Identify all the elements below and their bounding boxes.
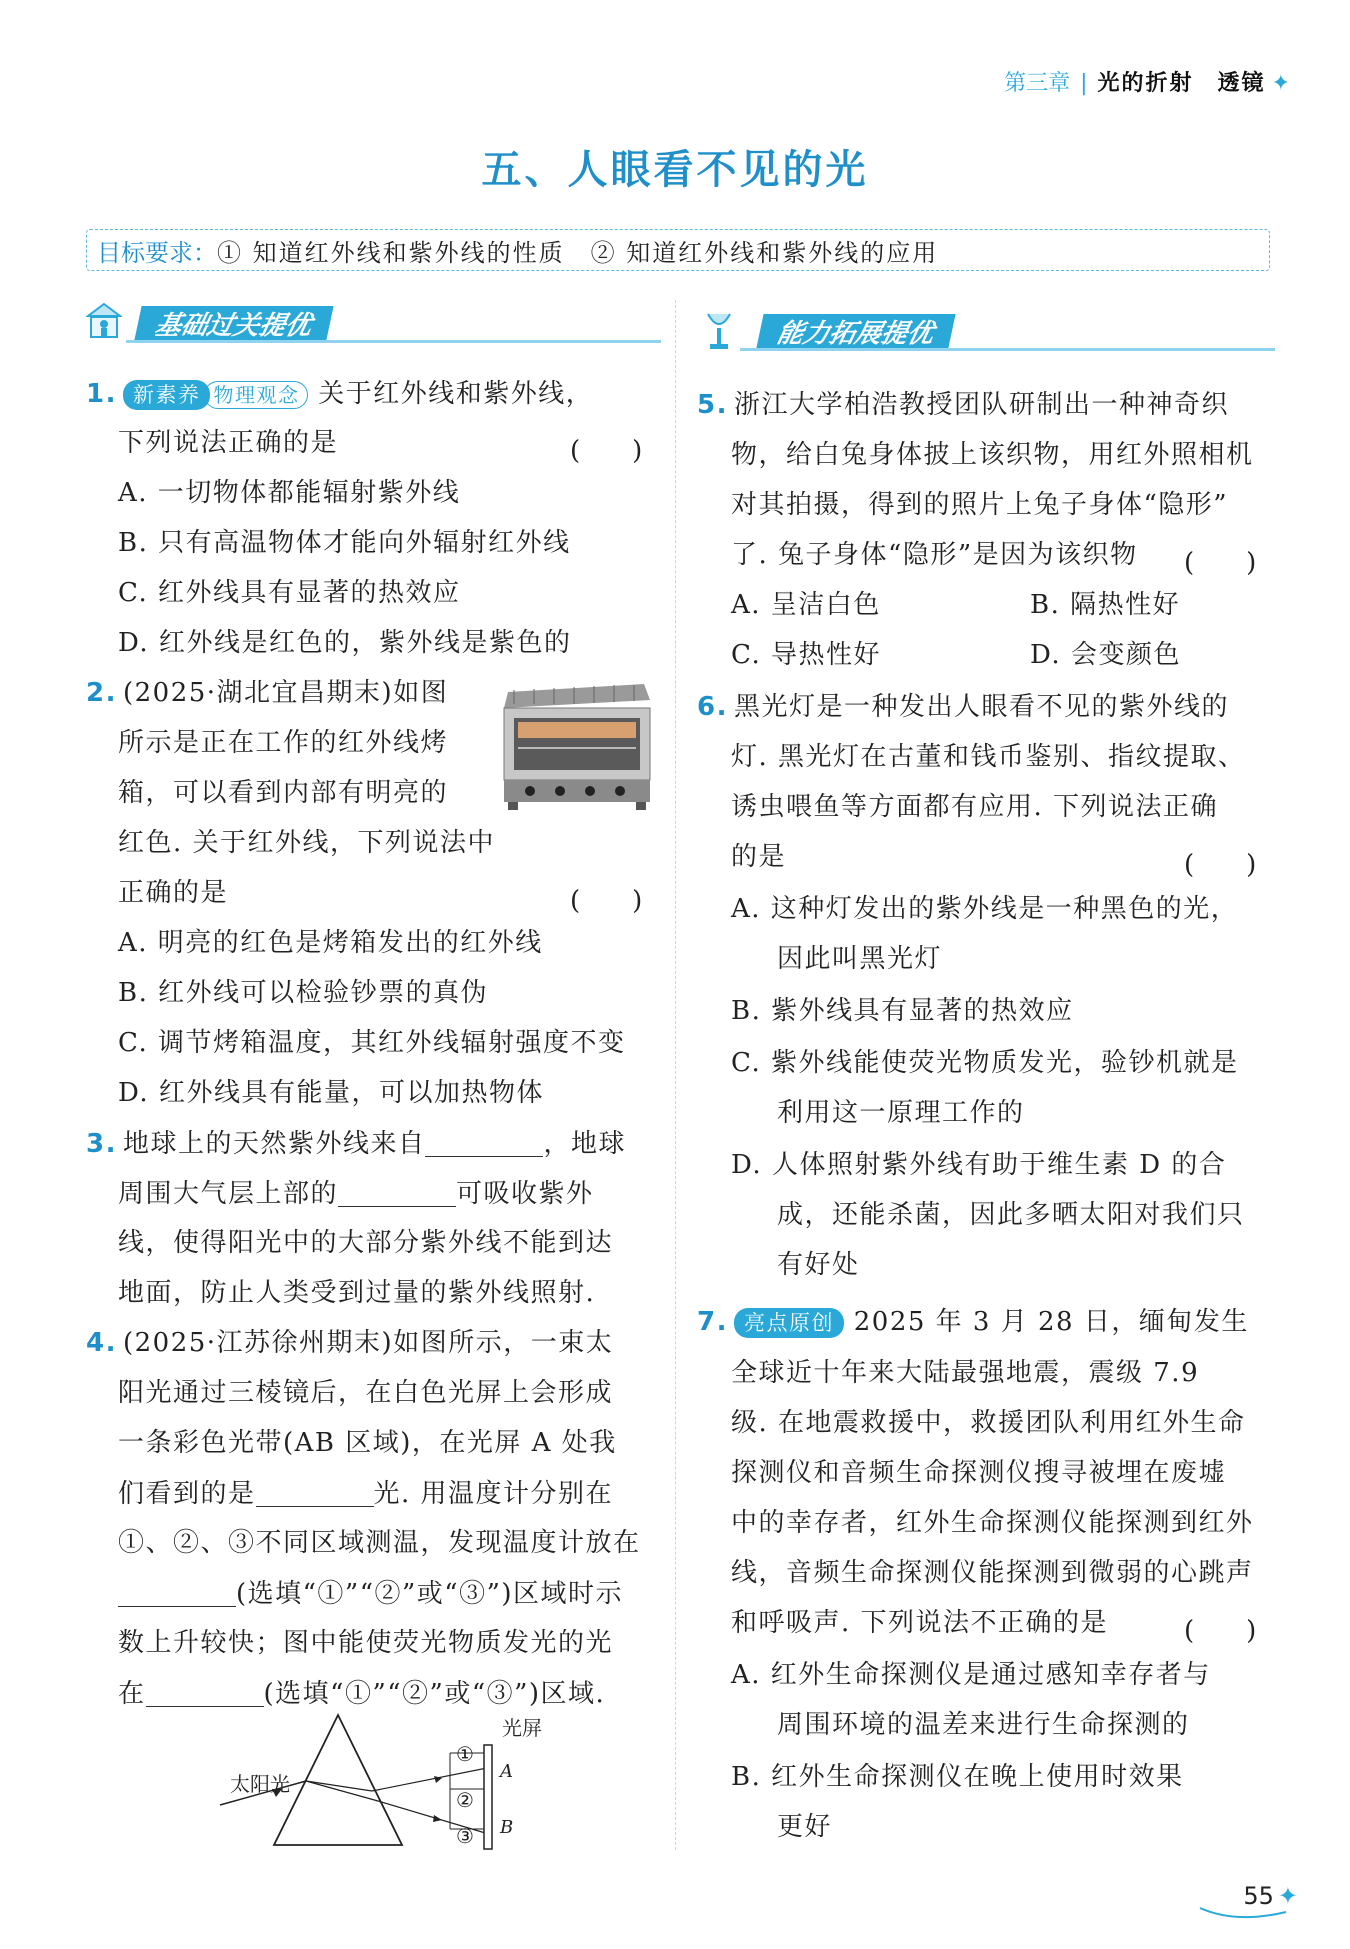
left-section-title: 基础过关提优	[152, 310, 315, 341]
question-text: 正确的是	[118, 878, 229, 908]
question-text: (选填“①”“②”或“③”)区域时示	[236, 1579, 624, 1609]
star-icon: ✦	[1271, 71, 1290, 96]
option-a: A. 一切物体都能辐射紫外线	[118, 478, 461, 508]
chapter-header	[1004, 66, 1290, 97]
question-text: 所示是正在工作的红外线烤	[118, 728, 449, 758]
answer-paren: ( )	[1184, 850, 1257, 880]
option-a-cont: 周围环境的温差来进行生命探测的	[777, 1710, 1190, 1740]
question-text: 2025 年 3 月 28 日，缅甸发生	[853, 1307, 1249, 1337]
original-highlight-tag: 亮点原创	[734, 1308, 844, 1338]
option-b-cont: 更好	[777, 1812, 833, 1842]
goal-label: 目标要求：	[97, 238, 217, 267]
question-number: 6.	[697, 692, 728, 722]
question-number: 7.	[697, 1307, 728, 1337]
question-text: ①、②、③不同区域测温，发现温度计放在	[118, 1528, 641, 1558]
option-a: A. 明亮的红色是烤箱发出的红外线	[118, 928, 543, 958]
answer-blank[interactable]	[425, 1130, 543, 1157]
point-b-label: B	[500, 1817, 514, 1838]
option-a: A. 呈洁白色	[731, 590, 881, 620]
question-text: 级. 在地震救援中，救援团队利用红外生命	[731, 1408, 1246, 1438]
question-text: 的是	[731, 842, 787, 872]
answer-paren: ( )	[570, 886, 643, 916]
new-literacy-tag: 新素养	[123, 380, 211, 410]
question-text: 可吸收紫外	[456, 1179, 594, 1209]
option-d-cont: 成，还能杀菌，因此多晒太阳对我们只	[777, 1200, 1245, 1230]
option-d: D. 红外线具有能量，可以加热物体	[118, 1078, 544, 1108]
option-d: D. 会变颜色	[1030, 640, 1181, 670]
physics-concept-tag: 物理观念	[204, 381, 308, 409]
option-b: B. 紫外线具有显著的热效应	[731, 996, 1074, 1026]
answer-blank[interactable]	[338, 1180, 456, 1207]
goal-box	[86, 229, 1270, 271]
question-text: 光. 用温度计分别在	[373, 1479, 614, 1509]
question-text: ，地球	[543, 1129, 626, 1159]
option-a-cont: 因此叫黑光灯	[777, 944, 943, 974]
question-number: 3.	[86, 1129, 117, 1159]
question-text: 地面，防止人类受到过量的紫外线照射.	[118, 1278, 596, 1308]
question-text: 线，音频生命探测仪能探测到微弱的心跳声	[731, 1558, 1254, 1588]
screen-label: 光屏	[502, 1716, 542, 1740]
goal-text: ① 知道红外线和紫外线的性质 ② 知道红外线和紫外线的应用	[217, 238, 939, 267]
answer-blank[interactable]	[118, 1580, 236, 1607]
question-text: 箱，可以看到内部有明亮的	[118, 778, 449, 808]
question-text: 灯. 黑光灯在古董和钱币鉴别、指纹提取、	[731, 742, 1246, 772]
question-text: 全球近十年来大陆最强地震，震级 7.9	[731, 1358, 1200, 1388]
question-text: (2025·江苏徐州期末)如图所示，一束太	[122, 1328, 614, 1358]
question-number: 4.	[86, 1328, 117, 1358]
question-text: 下列说法正确的是	[118, 428, 339, 458]
option-b: B. 红外线可以检验钞票的真伪	[118, 978, 489, 1008]
question-text: 周围大气层上部的	[118, 1179, 339, 1209]
region-2-label: ②	[456, 1788, 474, 1812]
sunlight-label: 太阳光	[230, 1772, 290, 1796]
star-icon: ✦	[1277, 1882, 1298, 1910]
question-text: 物，给白兔身体披上该织物，用红外照相机	[731, 440, 1254, 470]
question-text: 对其拍摄，得到的照片上兔子身体“隐形”	[731, 490, 1229, 520]
left-section-header	[86, 300, 661, 344]
question-text: 和呼吸声. 下列说法不正确的是	[731, 1608, 1109, 1638]
question-text: 了. 兔子身体“隐形”是因为该织物	[731, 540, 1138, 570]
option-d: D. 红外线是红色的，紫外线是紫色的	[118, 628, 572, 658]
question-number: 2.	[86, 678, 117, 708]
question-text: 阳光通过三棱镜后，在白色光屏上会形成	[118, 1378, 614, 1408]
question-text: (2025·湖北宜昌期末)如图	[122, 678, 449, 708]
question-text: 在	[118, 1679, 146, 1709]
option-c: C. 红外线具有显著的热效应	[118, 578, 461, 608]
question-number: 5.	[697, 390, 728, 420]
building-icon	[86, 302, 122, 342]
column-divider	[675, 300, 676, 1850]
question-text: 黑光灯是一种发出人眼看不见的紫外线的	[733, 692, 1229, 722]
option-d-cont: 有好处	[777, 1250, 860, 1280]
right-section-title: 能力拓展提优	[774, 318, 937, 349]
answer-blank[interactable]	[146, 1680, 264, 1707]
question-text: 关于红外线和紫外线，	[318, 379, 594, 409]
option-a: A. 这种灯发出的紫外线是一种黑色的光，	[731, 894, 1239, 924]
option-b: B. 只有高温物体才能向外辐射红外线	[118, 528, 571, 558]
question-text: 中的幸存者，红外生命探测仪能探测到红外	[731, 1508, 1254, 1538]
answer-paren: ( )	[1184, 1616, 1257, 1646]
option-c-cont: 利用这一原理工作的	[777, 1098, 1025, 1128]
page-number-swoosh	[1196, 1898, 1296, 1922]
trophy-icon	[704, 310, 734, 352]
answer-blank[interactable]	[256, 1480, 374, 1507]
question-text: 一条彩色光带(AB 区域)，在光屏 A 处我	[118, 1428, 617, 1458]
infrared-oven-image	[494, 678, 658, 812]
region-1-label: ①	[456, 1742, 474, 1766]
question-text: 线，使得阳光中的大部分紫外线不能到达	[118, 1228, 614, 1258]
point-a-label: A	[500, 1761, 513, 1782]
page-number: 55	[1243, 1882, 1274, 1910]
question-text: 数上升较快；图中能使荧光物质发光的光	[118, 1628, 614, 1658]
option-b: B. 隔热性好	[1030, 590, 1181, 620]
option-a: A. 红外生命探测仪是通过感知幸存者与	[731, 1660, 1211, 1690]
option-c: C. 紫外线能使荧光物质发光，验钞机就是	[731, 1048, 1239, 1078]
question-text: 诱虫喂鱼等方面都有应用. 下列说法正确	[731, 792, 1219, 822]
question-text: 探测仪和音频生命探测仪搜寻被埋在废墟	[731, 1458, 1227, 1488]
option-c: C. 导热性好	[731, 640, 881, 670]
option-c: C. 调节烤箱温度，其红外线辐射强度不变	[118, 1028, 626, 1058]
region-3-label: ③	[456, 1824, 474, 1848]
question-text: (选填“①”“②”或“③”)区域.	[263, 1679, 606, 1709]
question-text: 红色. 关于红外线，下列说法中	[118, 828, 496, 858]
right-section-header	[700, 310, 1275, 354]
chapter-label: 第三章	[1004, 71, 1071, 96]
option-b: B. 红外生命探测仪在晚上使用时效果	[731, 1762, 1184, 1792]
header-separator: |	[1080, 71, 1088, 96]
question-text: 地球上的天然紫外线来自	[122, 1129, 426, 1159]
answer-paren: ( )	[570, 436, 643, 466]
page-title: 五、人眼看不见的光	[481, 146, 869, 193]
answer-paren: ( )	[1184, 548, 1257, 578]
option-d: D. 人体照射紫外线有助于维生素 D 的合	[731, 1150, 1227, 1180]
question-text: 浙江大学柏浩教授团队研制出一种神奇织	[733, 390, 1229, 420]
prism-diagram	[210, 1705, 590, 1853]
question-text: 们看到的是	[118, 1479, 256, 1509]
question-number: 1.	[86, 379, 117, 409]
chapter-title: 光的折射 透镜	[1097, 71, 1266, 96]
